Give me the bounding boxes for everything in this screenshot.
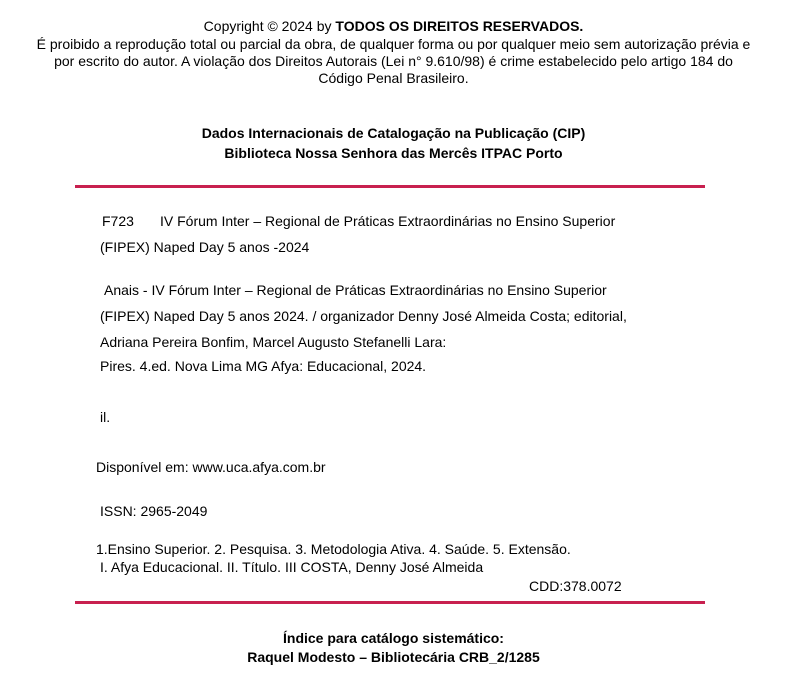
copyright-notice-line-1: É proibido a reprodução total ou parcial da obra, de qualquer forma ou por qualquer meio sem autorização prévia e [36, 36, 751, 52]
description-line-2: (FIPEX) Naped Day 5 anos 2024. / organizador Denny José Almeida Costa; editorial, [100, 308, 627, 324]
description-line-4: Pires. 4.ed. Nova Lima MG Afya: Educacional, 2024. [100, 358, 427, 374]
subjects-line-2: I. Afya Educacional. II. Título. III COSTA, Denny José Almeida [100, 559, 484, 575]
cdd-classification: CDD:378.0072 [529, 578, 622, 594]
copyright-notice-line-3: Código Penal Brasileiro. [318, 70, 469, 86]
copyright-rights: TODOS OS DIREITOS RESERVADOS. [335, 18, 584, 34]
availability-note: Disponível em: www.uca.afya.com.br [96, 459, 326, 475]
copyright-line [0, 18, 787, 34]
description-line-1: Anais - IV Fórum Inter – Regional de Práticas Extraordinárias no Ensino Superior [104, 282, 607, 298]
record-title-line-1: IV Fórum Inter – Regional de Práticas Extraordinárias no Ensino Superior [160, 213, 616, 229]
copyright-notice-line-2: por escrito do autor. A violação dos Direitos Autorais (Lei n° 9.610/98) é crime estabelecido pelo artigo 184 do [54, 53, 733, 69]
copyright-prefix: Copyright © 2024 by [203, 18, 336, 34]
top-divider [75, 185, 705, 188]
subjects-line-1: 1.Ensino Superior. 2. Pesquisa. 3. Metodologia Ativa. 4. Saúde. 5. Extensão. [96, 541, 571, 557]
issn: ISSN: 2965-2049 [100, 503, 208, 519]
cip-library: Biblioteca Nossa Senhora das Mercês ITPAC Porto [224, 145, 563, 161]
librarian-credit: Raquel Modesto – Bibliotecária CRB_2/1285 [247, 649, 540, 665]
cip-title: Dados Internacionais de Catalogação na Publicação (CIP) [201, 125, 586, 141]
bottom-divider [75, 601, 705, 604]
illustrations-note: il. [100, 409, 111, 425]
record-title-line-2: (FIPEX) Naped Day 5 anos -2024 [100, 239, 310, 255]
description-line-3: Adriana Pereira Bonfim, Marcel Augusto Stefanelli Lara: [100, 334, 447, 350]
index-label: Índice para catálogo sistemático: [283, 630, 504, 646]
call-number: F723 [102, 213, 134, 229]
